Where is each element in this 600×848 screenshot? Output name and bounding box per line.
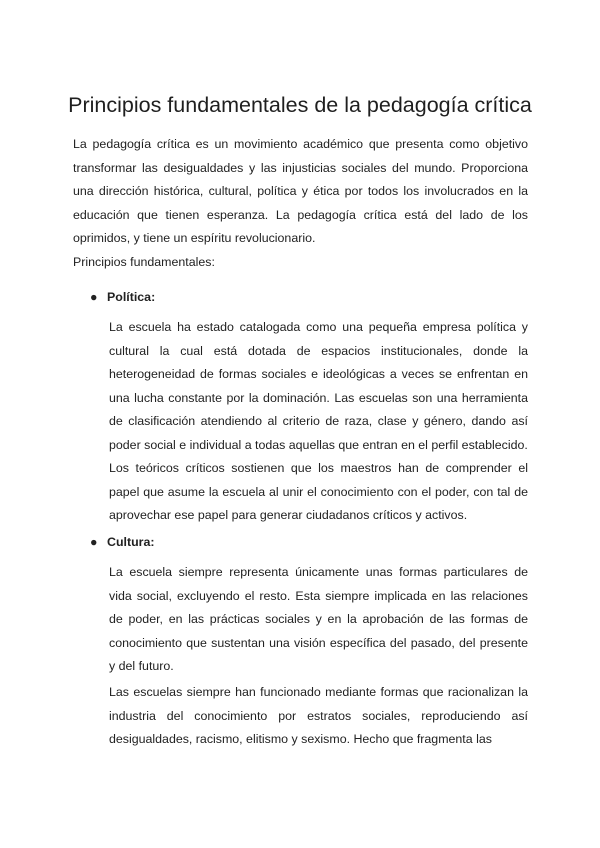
section-heading-label: Política: — [107, 290, 156, 304]
list-label: Principios fundamentales: — [73, 255, 215, 269]
bullet-icon: ● — [90, 535, 98, 549]
cultura-paragraph-1: La escuela siempre representa únicamente unas formas particulares de vida social, excluyendo el resto. Esta siempre implicada en las relaciones de poder, en las prácticas sociales y en la aprobación de las formas de conocimiento que sustentan una visión específica del pasado, del presente y del futuro. — [109, 565, 528, 674]
document-title: Principios fundamentales de la pedagogía crítica — [68, 93, 532, 117]
section-heading-label: Cultura: — [107, 535, 155, 549]
intro-paragraph: La pedagogía crítica es un movimiento académico que presenta como objetivo transformar las desigualdades y las injusticias sociales del mundo. Proporciona una dirección histórica, cultural, política y ética por todos los involucrados en la educación que tienen esperanza. La pedagogía crítica está del lado de los oprimidos, y tiene un espíritu revolucionario. — [73, 137, 528, 246]
section-heading-cultura — [90, 532, 155, 552]
cultura-paragraph-2: Las escuelas siempre han funcionado mediante formas que racionalizan la industria del conocimiento por estratos sociales, reproduciendo así desigualdades, racismo, elitismo y sexismo. Hecho que fragmenta las — [109, 685, 528, 747]
politica-paragraph-1: La escuela ha estado catalogada como una pequeña empresa política y cultural la cual está dotada de espacios institucionales, donde la heterogeneidad de formas sociales e ideológicas a veces se enfrentan en una lucha constante por la dominación. Las escuelas son una herramienta de clasificación atendiendo al criterio de raza, clase y género, dando así poder social e individual a todas aquellas que entran en el perfil establecido. — [109, 320, 528, 452]
bullet-icon: ● — [90, 290, 98, 304]
politica-paragraph-2: Los teóricos críticos sostienen que los maestros han de comprender el papel que asume la escuela al unir el conocimiento con el poder, con tal de aprovechar ese papel para generar ciudadanos críticos y activos. — [109, 461, 528, 523]
section-heading-politica — [90, 287, 155, 307]
